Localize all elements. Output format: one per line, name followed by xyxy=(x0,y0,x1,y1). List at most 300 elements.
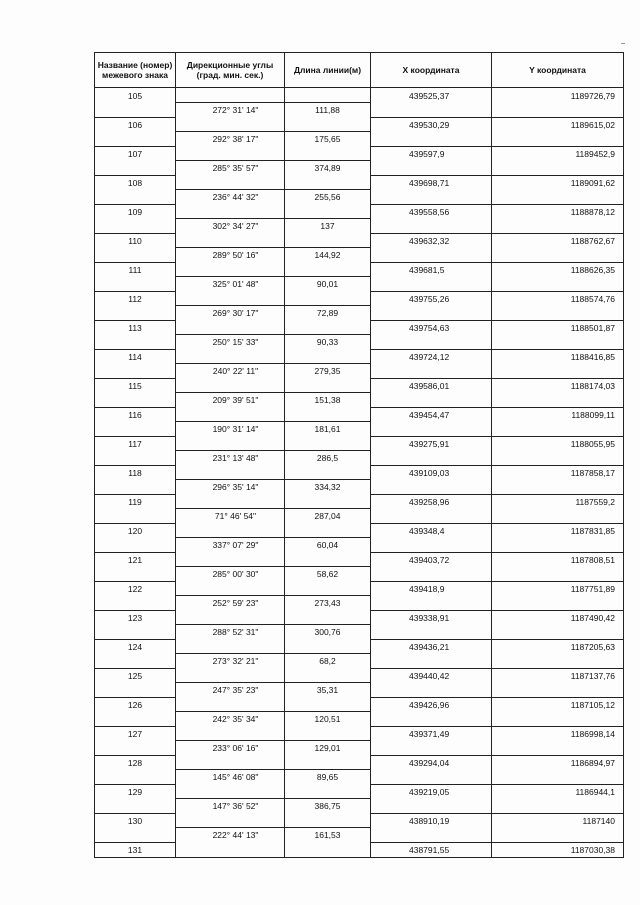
empty-cell xyxy=(95,248,176,263)
point-y: 1187831,85 xyxy=(492,523,624,538)
empty-cell xyxy=(492,306,624,321)
point-x: 439681,5 xyxy=(371,262,492,277)
empty-cell xyxy=(95,277,176,292)
point-x: 439525,37 xyxy=(371,88,492,103)
empty-cell xyxy=(285,610,371,625)
point-y: 1188574,76 xyxy=(492,291,624,306)
point-name: 129 xyxy=(95,784,176,799)
point-y: 1188501,87 xyxy=(492,320,624,335)
line-angle: 147° 36' 52" xyxy=(176,799,285,814)
line-length: 181,61 xyxy=(285,422,371,437)
empty-cell xyxy=(371,625,492,640)
line-angle: 252° 59' 23" xyxy=(176,596,285,611)
empty-cell xyxy=(95,306,176,321)
empty-cell xyxy=(371,654,492,669)
empty-cell xyxy=(285,233,371,248)
table-row-line xyxy=(95,567,624,582)
line-length: 120,51 xyxy=(285,712,371,727)
line-angle: 337° 07' 29" xyxy=(176,538,285,553)
point-x: 439698,71 xyxy=(371,175,492,190)
point-x: 439294,04 xyxy=(371,755,492,770)
table-row-line xyxy=(95,161,624,176)
empty-cell xyxy=(285,581,371,596)
empty-cell xyxy=(492,103,624,118)
table-row-point xyxy=(95,697,624,712)
empty-cell xyxy=(285,639,371,654)
empty-cell xyxy=(285,204,371,219)
empty-cell xyxy=(285,523,371,538)
point-name: 120 xyxy=(95,523,176,538)
empty-cell xyxy=(176,88,285,103)
empty-cell xyxy=(492,509,624,524)
table-row-line xyxy=(95,683,624,698)
empty-cell xyxy=(492,277,624,292)
table-row-point xyxy=(95,465,624,480)
point-x: 439440,42 xyxy=(371,668,492,683)
empty-cell xyxy=(285,552,371,567)
table-row-point xyxy=(95,523,624,538)
point-y: 1187490,42 xyxy=(492,610,624,625)
empty-cell xyxy=(176,842,285,857)
empty-cell xyxy=(285,146,371,161)
table-row-line xyxy=(95,538,624,553)
line-length: 386,75 xyxy=(285,799,371,814)
empty-cell xyxy=(95,219,176,234)
empty-cell xyxy=(95,393,176,408)
line-angle: 250° 15' 33" xyxy=(176,335,285,350)
table-row-point xyxy=(95,117,624,132)
empty-cell xyxy=(176,262,285,277)
point-y: 1187808,51 xyxy=(492,552,624,567)
point-y: 1186944,1 xyxy=(492,784,624,799)
line-angle: 242° 35' 34" xyxy=(176,712,285,727)
table-row-line xyxy=(95,219,624,234)
empty-cell xyxy=(371,103,492,118)
line-length: 90,01 xyxy=(285,277,371,292)
empty-cell xyxy=(285,349,371,364)
line-angle: 222° 44' 13" xyxy=(176,828,285,843)
empty-cell xyxy=(371,480,492,495)
empty-cell xyxy=(285,320,371,335)
point-y: 1189452,9 xyxy=(492,146,624,161)
empty-cell xyxy=(95,567,176,582)
empty-cell xyxy=(492,799,624,814)
point-name: 124 xyxy=(95,639,176,654)
empty-cell xyxy=(371,161,492,176)
empty-cell xyxy=(492,683,624,698)
empty-cell xyxy=(95,683,176,698)
empty-cell xyxy=(285,842,371,857)
empty-cell xyxy=(492,393,624,408)
empty-cell xyxy=(371,422,492,437)
table-row-point xyxy=(95,639,624,654)
empty-cell xyxy=(371,132,492,147)
line-angle: 292° 38' 17" xyxy=(176,132,285,147)
empty-cell xyxy=(371,538,492,553)
table-row-point xyxy=(95,320,624,335)
line-length: 273,43 xyxy=(285,596,371,611)
point-name: 131 xyxy=(95,842,176,857)
header-y: Y координата xyxy=(492,53,624,88)
table-row-point xyxy=(95,755,624,770)
empty-cell xyxy=(285,175,371,190)
empty-cell xyxy=(95,770,176,785)
point-name: 112 xyxy=(95,291,176,306)
point-y: 1187205,63 xyxy=(492,639,624,654)
empty-cell xyxy=(492,451,624,466)
empty-cell xyxy=(95,828,176,843)
point-y: 1186894,97 xyxy=(492,755,624,770)
empty-cell xyxy=(176,117,285,132)
empty-cell xyxy=(176,552,285,567)
point-y: 1188416,85 xyxy=(492,349,624,364)
empty-cell xyxy=(176,291,285,306)
point-x: 438791,55 xyxy=(371,842,492,857)
line-angle: 190° 31' 14" xyxy=(176,422,285,437)
point-x: 439754,63 xyxy=(371,320,492,335)
empty-cell xyxy=(371,596,492,611)
header-angle: Дирекционные углы (град. мин. сек.) xyxy=(176,53,285,88)
line-length: 60,04 xyxy=(285,538,371,553)
header-length: Длина линии(м) xyxy=(285,53,371,88)
empty-cell xyxy=(285,378,371,393)
point-name: 111 xyxy=(95,262,176,277)
line-angle: 209° 39' 51" xyxy=(176,393,285,408)
table-row-line xyxy=(95,712,624,727)
empty-cell xyxy=(492,190,624,205)
table-row-point xyxy=(95,291,624,306)
line-angle: 145° 46' 08" xyxy=(176,770,285,785)
empty-cell xyxy=(371,828,492,843)
empty-cell xyxy=(371,248,492,263)
empty-cell xyxy=(176,813,285,828)
empty-cell xyxy=(176,146,285,161)
point-x: 439109,03 xyxy=(371,465,492,480)
empty-cell xyxy=(285,465,371,480)
line-angle: 236° 44' 32" xyxy=(176,190,285,205)
line-angle: 285° 35' 57" xyxy=(176,161,285,176)
empty-cell xyxy=(176,465,285,480)
empty-cell xyxy=(285,436,371,451)
table-row-line xyxy=(95,480,624,495)
empty-cell xyxy=(371,277,492,292)
empty-cell xyxy=(371,770,492,785)
point-name: 114 xyxy=(95,349,176,364)
empty-cell xyxy=(95,335,176,350)
line-angle: 302° 34' 27" xyxy=(176,219,285,234)
table-row-line xyxy=(95,306,624,321)
empty-cell xyxy=(176,639,285,654)
point-y: 1189615,02 xyxy=(492,117,624,132)
line-angle: 71° 46' 54" xyxy=(176,509,285,524)
empty-cell xyxy=(371,683,492,698)
point-y: 1189726,79 xyxy=(492,88,624,103)
table-row-line xyxy=(95,770,624,785)
line-length: 89,65 xyxy=(285,770,371,785)
point-x: 439371,49 xyxy=(371,726,492,741)
empty-cell xyxy=(285,88,371,103)
line-length: 374,89 xyxy=(285,161,371,176)
empty-cell xyxy=(95,190,176,205)
empty-cell xyxy=(492,625,624,640)
point-name: 106 xyxy=(95,117,176,132)
line-angle: 247° 35' 23" xyxy=(176,683,285,698)
empty-cell xyxy=(371,799,492,814)
point-name: 127 xyxy=(95,726,176,741)
table-row-point xyxy=(95,842,624,857)
point-name: 109 xyxy=(95,204,176,219)
empty-cell xyxy=(95,422,176,437)
line-length: 144,92 xyxy=(285,248,371,263)
table-row-line xyxy=(95,625,624,640)
table-row-point xyxy=(95,581,624,596)
line-angle: 269° 30' 17" xyxy=(176,306,285,321)
table-row-point xyxy=(95,262,624,277)
line-length: 129,01 xyxy=(285,741,371,756)
empty-cell xyxy=(492,654,624,669)
line-angle: 296° 35' 14" xyxy=(176,480,285,495)
empty-cell xyxy=(285,262,371,277)
empty-cell xyxy=(176,436,285,451)
point-y: 1187030,38 xyxy=(492,842,624,857)
table-row-point xyxy=(95,175,624,190)
table-row-line xyxy=(95,190,624,205)
empty-cell xyxy=(371,567,492,582)
table-row-line xyxy=(95,828,624,843)
line-length: 286,5 xyxy=(285,451,371,466)
empty-cell xyxy=(176,668,285,683)
point-name: 128 xyxy=(95,755,176,770)
empty-cell xyxy=(95,161,176,176)
empty-cell xyxy=(371,741,492,756)
point-name: 125 xyxy=(95,668,176,683)
table-row-point xyxy=(95,610,624,625)
line-length: 35,31 xyxy=(285,683,371,698)
empty-cell xyxy=(95,654,176,669)
line-angle: 289° 50' 16" xyxy=(176,248,285,263)
empty-cell xyxy=(492,596,624,611)
table-row-line xyxy=(95,393,624,408)
empty-cell xyxy=(285,407,371,422)
point-x: 439586,01 xyxy=(371,378,492,393)
line-angle: 325° 01' 48" xyxy=(176,277,285,292)
point-y: 1188626,35 xyxy=(492,262,624,277)
point-y: 1187751,89 xyxy=(492,581,624,596)
empty-cell xyxy=(492,132,624,147)
point-y: 1189091,62 xyxy=(492,175,624,190)
empty-cell xyxy=(285,668,371,683)
line-angle: 288° 52' 31" xyxy=(176,625,285,640)
line-length: 300,76 xyxy=(285,625,371,640)
point-x: 439597,9 xyxy=(371,146,492,161)
line-length: 68,2 xyxy=(285,654,371,669)
empty-cell xyxy=(176,755,285,770)
point-x: 439755,26 xyxy=(371,291,492,306)
empty-cell xyxy=(492,219,624,234)
line-angle: 240° 22' 11" xyxy=(176,364,285,379)
empty-cell xyxy=(492,712,624,727)
empty-cell xyxy=(285,755,371,770)
table-row-line xyxy=(95,654,624,669)
table-row-point xyxy=(95,88,624,103)
line-length: 90,33 xyxy=(285,335,371,350)
point-name: 116 xyxy=(95,407,176,422)
point-x: 439418,9 xyxy=(371,581,492,596)
empty-cell xyxy=(176,726,285,741)
point-name: 130 xyxy=(95,813,176,828)
table-row-point xyxy=(95,349,624,364)
empty-cell xyxy=(371,364,492,379)
point-y: 1187559,2 xyxy=(492,494,624,509)
empty-cell xyxy=(371,712,492,727)
point-name: 117 xyxy=(95,436,176,451)
line-length: 255,56 xyxy=(285,190,371,205)
empty-cell xyxy=(492,828,624,843)
point-name: 113 xyxy=(95,320,176,335)
empty-cell xyxy=(285,813,371,828)
point-y: 1187140 xyxy=(492,813,624,828)
table-row-line xyxy=(95,364,624,379)
page-mark xyxy=(621,43,625,44)
empty-cell xyxy=(95,132,176,147)
point-x: 439219,05 xyxy=(371,784,492,799)
empty-cell xyxy=(371,190,492,205)
empty-cell xyxy=(95,364,176,379)
table-row-point xyxy=(95,146,624,161)
header-x: X координата xyxy=(371,53,492,88)
empty-cell xyxy=(371,393,492,408)
point-y: 1187105,12 xyxy=(492,697,624,712)
point-y: 1188055,95 xyxy=(492,436,624,451)
empty-cell xyxy=(285,784,371,799)
empty-cell xyxy=(285,291,371,306)
empty-cell xyxy=(176,494,285,509)
point-x: 439632,32 xyxy=(371,233,492,248)
empty-cell xyxy=(95,625,176,640)
empty-cell xyxy=(492,538,624,553)
empty-cell xyxy=(176,349,285,364)
line-angle: 231° 13' 48" xyxy=(176,451,285,466)
point-x: 439275,91 xyxy=(371,436,492,451)
table-row-point xyxy=(95,813,624,828)
point-x: 439558,56 xyxy=(371,204,492,219)
table-row-line xyxy=(95,596,624,611)
empty-cell xyxy=(95,712,176,727)
line-length: 279,35 xyxy=(285,364,371,379)
line-length: 111,88 xyxy=(285,103,371,118)
table-row-line xyxy=(95,248,624,263)
line-length: 137 xyxy=(285,219,371,234)
table-header-row xyxy=(95,53,624,88)
point-name: 107 xyxy=(95,146,176,161)
point-x: 439454,47 xyxy=(371,407,492,422)
point-x: 438910,19 xyxy=(371,813,492,828)
line-length: 151,38 xyxy=(285,393,371,408)
table-row-point xyxy=(95,378,624,393)
line-length: 334,32 xyxy=(285,480,371,495)
table-row-line xyxy=(95,741,624,756)
table-row-line xyxy=(95,422,624,437)
table-row-line xyxy=(95,103,624,118)
point-x: 439530,29 xyxy=(371,117,492,132)
empty-cell xyxy=(95,480,176,495)
table-row-point xyxy=(95,726,624,741)
empty-cell xyxy=(492,161,624,176)
empty-cell xyxy=(176,378,285,393)
empty-cell xyxy=(285,494,371,509)
empty-cell xyxy=(371,306,492,321)
point-name: 126 xyxy=(95,697,176,712)
table-row-point xyxy=(95,204,624,219)
point-x: 439403,72 xyxy=(371,552,492,567)
point-name: 105 xyxy=(95,88,176,103)
line-length: 161,53 xyxy=(285,828,371,843)
empty-cell xyxy=(371,219,492,234)
empty-cell xyxy=(492,248,624,263)
empty-cell xyxy=(95,103,176,118)
line-angle: 272° 31' 14" xyxy=(176,103,285,118)
point-x: 439338,91 xyxy=(371,610,492,625)
empty-cell xyxy=(492,741,624,756)
point-y: 1188099,11 xyxy=(492,407,624,422)
table-row-line xyxy=(95,335,624,350)
point-name: 108 xyxy=(95,175,176,190)
empty-cell xyxy=(492,335,624,350)
empty-cell xyxy=(95,538,176,553)
empty-cell xyxy=(95,451,176,466)
table-row-line xyxy=(95,451,624,466)
empty-cell xyxy=(492,567,624,582)
empty-cell xyxy=(176,784,285,799)
point-x: 439348,4 xyxy=(371,523,492,538)
empty-cell xyxy=(95,799,176,814)
empty-cell xyxy=(176,610,285,625)
empty-cell xyxy=(176,697,285,712)
header-name: Название (номер) межевого знака xyxy=(95,53,176,88)
table-row-point xyxy=(95,784,624,799)
point-x: 439426,96 xyxy=(371,697,492,712)
empty-cell xyxy=(492,770,624,785)
point-x: 439258,96 xyxy=(371,494,492,509)
empty-cell xyxy=(492,480,624,495)
point-name: 118 xyxy=(95,465,176,480)
empty-cell xyxy=(371,335,492,350)
point-y: 1186998,14 xyxy=(492,726,624,741)
point-name: 110 xyxy=(95,233,176,248)
table-row-line xyxy=(95,799,624,814)
line-angle: 285° 00' 30" xyxy=(176,567,285,582)
point-y: 1188762,67 xyxy=(492,233,624,248)
point-x: 439436,21 xyxy=(371,639,492,654)
line-length: 287,04 xyxy=(285,509,371,524)
line-length: 58,62 xyxy=(285,567,371,582)
table-row-point xyxy=(95,552,624,567)
empty-cell xyxy=(371,451,492,466)
point-y: 1187858,17 xyxy=(492,465,624,480)
empty-cell xyxy=(176,407,285,422)
empty-cell xyxy=(95,596,176,611)
table-row-point xyxy=(95,233,624,248)
empty-cell xyxy=(285,697,371,712)
point-name: 122 xyxy=(95,581,176,596)
point-name: 121 xyxy=(95,552,176,567)
table-row-point xyxy=(95,494,624,509)
empty-cell xyxy=(492,422,624,437)
empty-cell xyxy=(95,741,176,756)
point-y: 1188878,12 xyxy=(492,204,624,219)
empty-cell xyxy=(371,509,492,524)
point-name: 119 xyxy=(95,494,176,509)
